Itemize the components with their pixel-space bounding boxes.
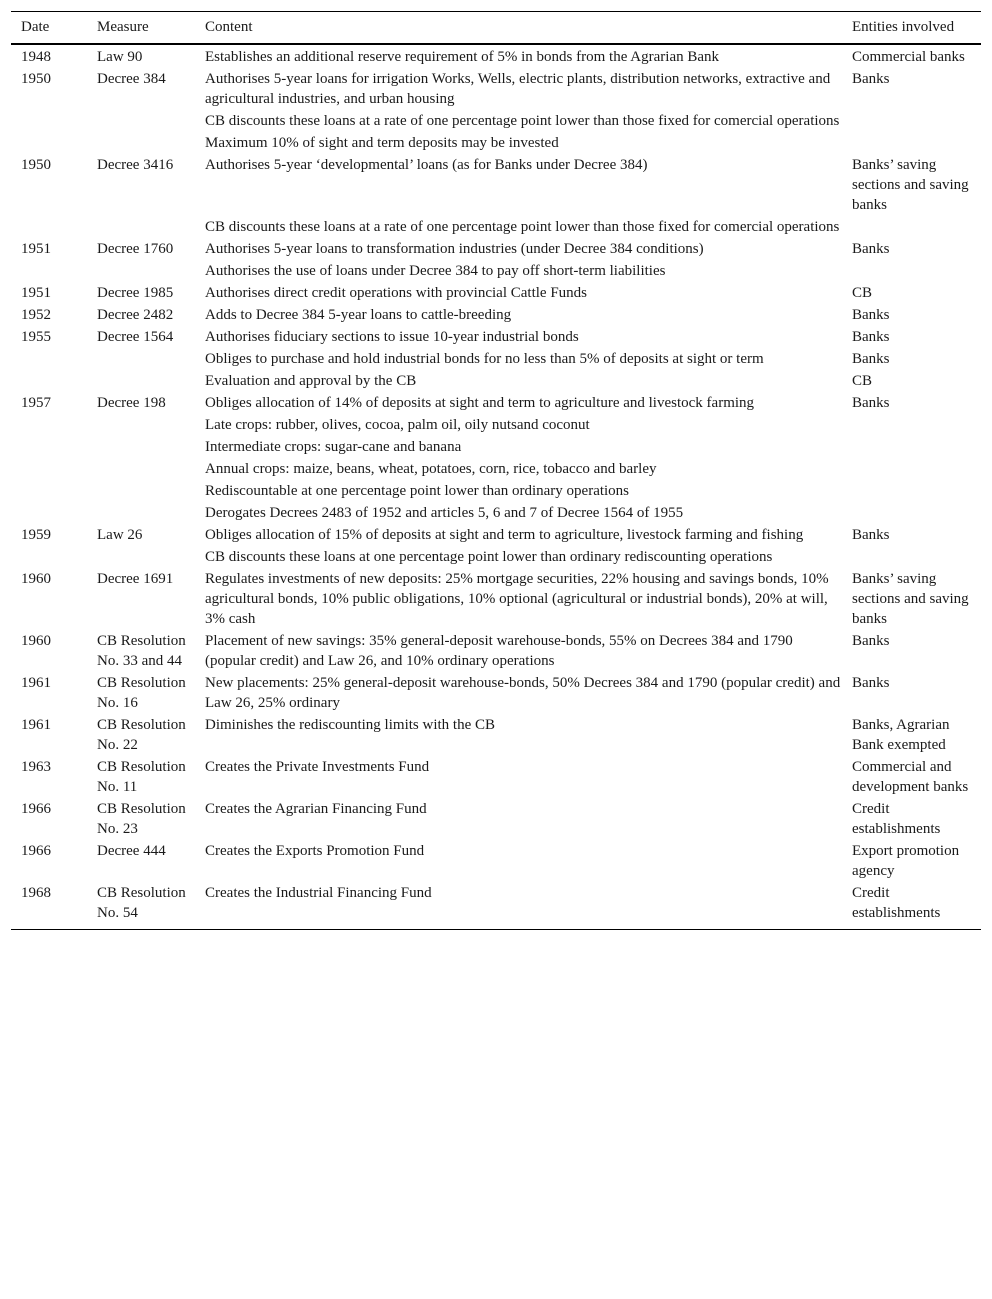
cell-content: Authorises 5-year loans to transformation industries (under Decree 384 conditions) bbox=[205, 241, 704, 257]
cell-measure: Decree 444 bbox=[97, 843, 166, 859]
cell-entities bbox=[842, 132, 981, 154]
cell-entities: Banks bbox=[852, 71, 890, 87]
cell-entities bbox=[842, 546, 981, 568]
cell-date bbox=[11, 502, 87, 524]
cell-content: Creates the Exports Promotion Fund bbox=[205, 843, 425, 859]
cell-entities: CB bbox=[852, 285, 873, 301]
cell-date bbox=[11, 216, 87, 238]
cell-date: 1951 bbox=[21, 285, 51, 301]
cell-entities: Banks bbox=[852, 329, 890, 345]
cell-entities bbox=[842, 458, 981, 480]
cell-entities: Commercial banks bbox=[852, 49, 965, 65]
cell-content: Obliges to purchase and hold industrial bonds for no less than 5% of deposits at sight or term bbox=[205, 351, 764, 367]
cell-entities: Credit establishments bbox=[842, 882, 981, 930]
measures-table-container bbox=[11, 11, 981, 930]
cell-measure bbox=[87, 370, 195, 392]
table-row bbox=[11, 132, 981, 154]
cell-measure: CB Resolution No. 23 bbox=[97, 801, 186, 837]
cell-date bbox=[11, 436, 87, 458]
cell-date: 1968 bbox=[11, 882, 87, 930]
cell-measure bbox=[87, 480, 195, 502]
cell-measure: Decree 198 bbox=[97, 395, 166, 411]
cell-date: 1955 bbox=[21, 329, 51, 345]
table-body bbox=[11, 44, 981, 930]
header-row bbox=[11, 12, 981, 45]
cell-measure: Law 26 bbox=[97, 527, 143, 543]
cell-entities bbox=[842, 260, 981, 282]
cell-content: Creates the Agrarian Financing Fund bbox=[205, 801, 427, 817]
cell-entities: Commercial and development banks bbox=[852, 759, 969, 795]
table-row bbox=[11, 840, 981, 882]
cell-content: Establishes an additional reserve requirement of 5% in bonds from the Agrarian Bank bbox=[205, 49, 720, 65]
cell-date bbox=[11, 348, 87, 370]
cell-measure: Decree 2482 bbox=[97, 307, 174, 323]
cell-content: Obliges allocation of 14% of deposits at sight and term to agriculture and livestock farming bbox=[205, 395, 755, 411]
cell-measure: Decree 1691 bbox=[97, 571, 174, 587]
cell-content: Maximum 10% of sight and term deposits may be invested bbox=[205, 135, 559, 151]
table-row bbox=[11, 630, 981, 672]
measures-table bbox=[11, 11, 981, 930]
table-row bbox=[11, 568, 981, 630]
cell-date: 1966 bbox=[21, 843, 51, 859]
header-date: Date bbox=[11, 12, 87, 45]
cell-measure: CB Resolution No. 11 bbox=[97, 759, 186, 795]
table-row bbox=[11, 282, 981, 304]
cell-date: 1952 bbox=[21, 307, 51, 323]
cell-measure: Decree 1760 bbox=[97, 241, 174, 257]
cell-entities: Banks bbox=[852, 633, 890, 649]
cell-measure: CB Resolution No. 33 and 44 bbox=[97, 633, 186, 669]
cell-content: Intermediate crops: sugar-cane and banana bbox=[205, 439, 462, 455]
cell-entities: Banks bbox=[852, 527, 890, 543]
table-row bbox=[11, 238, 981, 260]
cell-measure bbox=[87, 348, 195, 370]
cell-content: Authorises 5-year ‘developmental’ loans (as for Banks under Decree 384) bbox=[205, 157, 648, 173]
header-content: Content bbox=[195, 12, 842, 45]
cell-content: Obliges allocation of 15% of deposits at sight and term to agriculture, livestock farming and fishing bbox=[205, 527, 804, 543]
cell-measure: CB Resolution No. 16 bbox=[97, 675, 186, 711]
cell-date: 1959 bbox=[21, 527, 51, 543]
cell-date bbox=[11, 260, 87, 282]
cell-entities bbox=[842, 216, 981, 238]
table-row bbox=[11, 480, 981, 502]
cell-measure bbox=[87, 414, 195, 436]
cell-date: 1960 bbox=[21, 571, 51, 587]
cell-entities bbox=[842, 480, 981, 502]
header-measure: Measure bbox=[87, 12, 195, 45]
cell-content: Authorises the use of loans under Decree 384 to pay off short-term liabilities bbox=[205, 263, 666, 279]
cell-entities: Banks, Agrarian Bank exempted bbox=[852, 717, 950, 753]
cell-entities bbox=[842, 436, 981, 458]
table-row bbox=[11, 798, 981, 840]
table-row bbox=[11, 458, 981, 480]
cell-measure bbox=[87, 458, 195, 480]
cell-date bbox=[11, 370, 87, 392]
cell-content: Authorises fiduciary sections to issue 10-year industrial bonds bbox=[205, 329, 579, 345]
table-row bbox=[11, 370, 981, 392]
cell-measure bbox=[87, 132, 195, 154]
table-row bbox=[11, 44, 981, 68]
cell-entities: Credit establishments bbox=[852, 801, 941, 837]
cell-entities bbox=[842, 414, 981, 436]
cell-date bbox=[11, 132, 87, 154]
cell-entities bbox=[842, 110, 981, 132]
table-row bbox=[11, 216, 981, 238]
cell-date bbox=[11, 414, 87, 436]
table-row bbox=[11, 68, 981, 110]
table-row bbox=[11, 524, 981, 546]
cell-measure: CB Resolution No. 54 bbox=[87, 882, 195, 930]
cell-date bbox=[11, 480, 87, 502]
cell-date: 1963 bbox=[21, 759, 51, 775]
table-row bbox=[11, 392, 981, 414]
table-row bbox=[11, 304, 981, 326]
cell-content: Creates the Industrial Financing Fund bbox=[195, 882, 842, 930]
cell-content: Adds to Decree 384 5-year loans to cattle-breeding bbox=[205, 307, 512, 323]
cell-date: 1966 bbox=[21, 801, 51, 817]
cell-measure: Decree 1985 bbox=[97, 285, 174, 301]
cell-measure bbox=[87, 502, 195, 524]
table-row bbox=[11, 756, 981, 798]
table-row bbox=[11, 672, 981, 714]
cell-entities: Banks bbox=[852, 675, 890, 691]
cell-content: CB discounts these loans at a rate of one percentage point lower than those fixed for comercial operations bbox=[205, 113, 840, 129]
cell-measure: Decree 1564 bbox=[97, 329, 174, 345]
cell-date: 1961 bbox=[21, 675, 51, 691]
cell-entities: Banks bbox=[852, 307, 890, 323]
table-row bbox=[11, 546, 981, 568]
table-row bbox=[11, 882, 981, 930]
cell-date: 1960 bbox=[21, 633, 51, 649]
table-row bbox=[11, 348, 981, 370]
cell-content: Derogates Decrees 2483 of 1952 and articles 5, 6 and 7 of Decree 1564 of 1955 bbox=[205, 505, 684, 521]
cell-content: Placement of new savings: 35% general-deposit warehouse-bonds, 55% on Decrees 384 and 1790 (popular credit) and Law 26, and 10% ordinary operations bbox=[205, 633, 793, 669]
cell-entities: Export promotion agency bbox=[852, 843, 960, 879]
cell-content: CB discounts these loans at one percentage point lower than ordinary rediscounting operations bbox=[205, 549, 773, 565]
cell-entities bbox=[842, 502, 981, 524]
table-row bbox=[11, 714, 981, 756]
cell-date: 1950 bbox=[21, 157, 51, 173]
cell-date: 1950 bbox=[21, 71, 51, 87]
cell-content: Authorises 5-year loans for irrigation Works, Wells, electric plants, distribution networks, extractive and agricultural industries, and urban housing bbox=[205, 71, 831, 107]
cell-date bbox=[11, 458, 87, 480]
cell-measure: Decree 384 bbox=[97, 71, 166, 87]
cell-content: Authorises direct credit operations with provincial Cattle Funds bbox=[205, 285, 588, 301]
cell-measure bbox=[87, 436, 195, 458]
cell-measure: Decree 3416 bbox=[97, 157, 174, 173]
cell-content: Late crops: rubber, olives, cocoa, palm oil, oily nutsand coconut bbox=[205, 417, 590, 433]
cell-entities: Banks bbox=[852, 351, 890, 367]
cell-measure bbox=[87, 260, 195, 282]
cell-content: Diminishes the rediscounting limits with the CB bbox=[205, 717, 495, 733]
table-row bbox=[11, 414, 981, 436]
cell-measure bbox=[87, 110, 195, 132]
table-row bbox=[11, 326, 981, 348]
cell-date: 1961 bbox=[21, 717, 51, 733]
table-header bbox=[11, 12, 981, 45]
cell-entities: CB bbox=[852, 373, 873, 389]
table-row bbox=[11, 154, 981, 216]
cell-content: Evaluation and approval by the CB bbox=[205, 373, 417, 389]
cell-entities: Banks’ saving sections and saving banks bbox=[852, 571, 969, 627]
cell-content: Creates the Private Investments Fund bbox=[205, 759, 430, 775]
cell-content: Regulates investments of new deposits: 25% mortgage securities, 22% housing and savings bonds, 10% agricultural bonds, 10% public obligations, 10% optional (agricultural or industrial bonds), 20% at will, 3% cash bbox=[205, 571, 829, 627]
header-entities: Entities involved bbox=[842, 12, 981, 45]
cell-measure bbox=[87, 216, 195, 238]
cell-measure bbox=[87, 546, 195, 568]
cell-date bbox=[11, 110, 87, 132]
cell-content: Rediscountable at one percentage point lower than ordinary operations bbox=[205, 483, 630, 499]
cell-entities: Banks’ saving sections and saving banks bbox=[852, 157, 969, 213]
cell-content: CB discounts these loans at a rate of one percentage point lower than those fixed for comercial operations bbox=[205, 219, 840, 235]
cell-date: 1957 bbox=[21, 395, 51, 411]
table-row bbox=[11, 110, 981, 132]
cell-measure: Law 90 bbox=[97, 49, 143, 65]
cell-content: Annual crops: maize, beans, wheat, potatoes, corn, rice, tobacco and barley bbox=[205, 461, 657, 477]
cell-date bbox=[11, 546, 87, 568]
cell-entities: Banks bbox=[852, 241, 890, 257]
cell-date: 1948 bbox=[21, 49, 51, 65]
table-row bbox=[11, 436, 981, 458]
table-row bbox=[11, 502, 981, 524]
cell-measure: CB Resolution No. 22 bbox=[97, 717, 186, 753]
cell-entities: Banks bbox=[852, 395, 890, 411]
table-row bbox=[11, 260, 981, 282]
cell-date: 1951 bbox=[21, 241, 51, 257]
cell-content: New placements: 25% general-deposit warehouse-bonds, 50% Decrees 384 and 1790 (popular credit) and Law 26, 25% ordinary bbox=[205, 675, 841, 711]
